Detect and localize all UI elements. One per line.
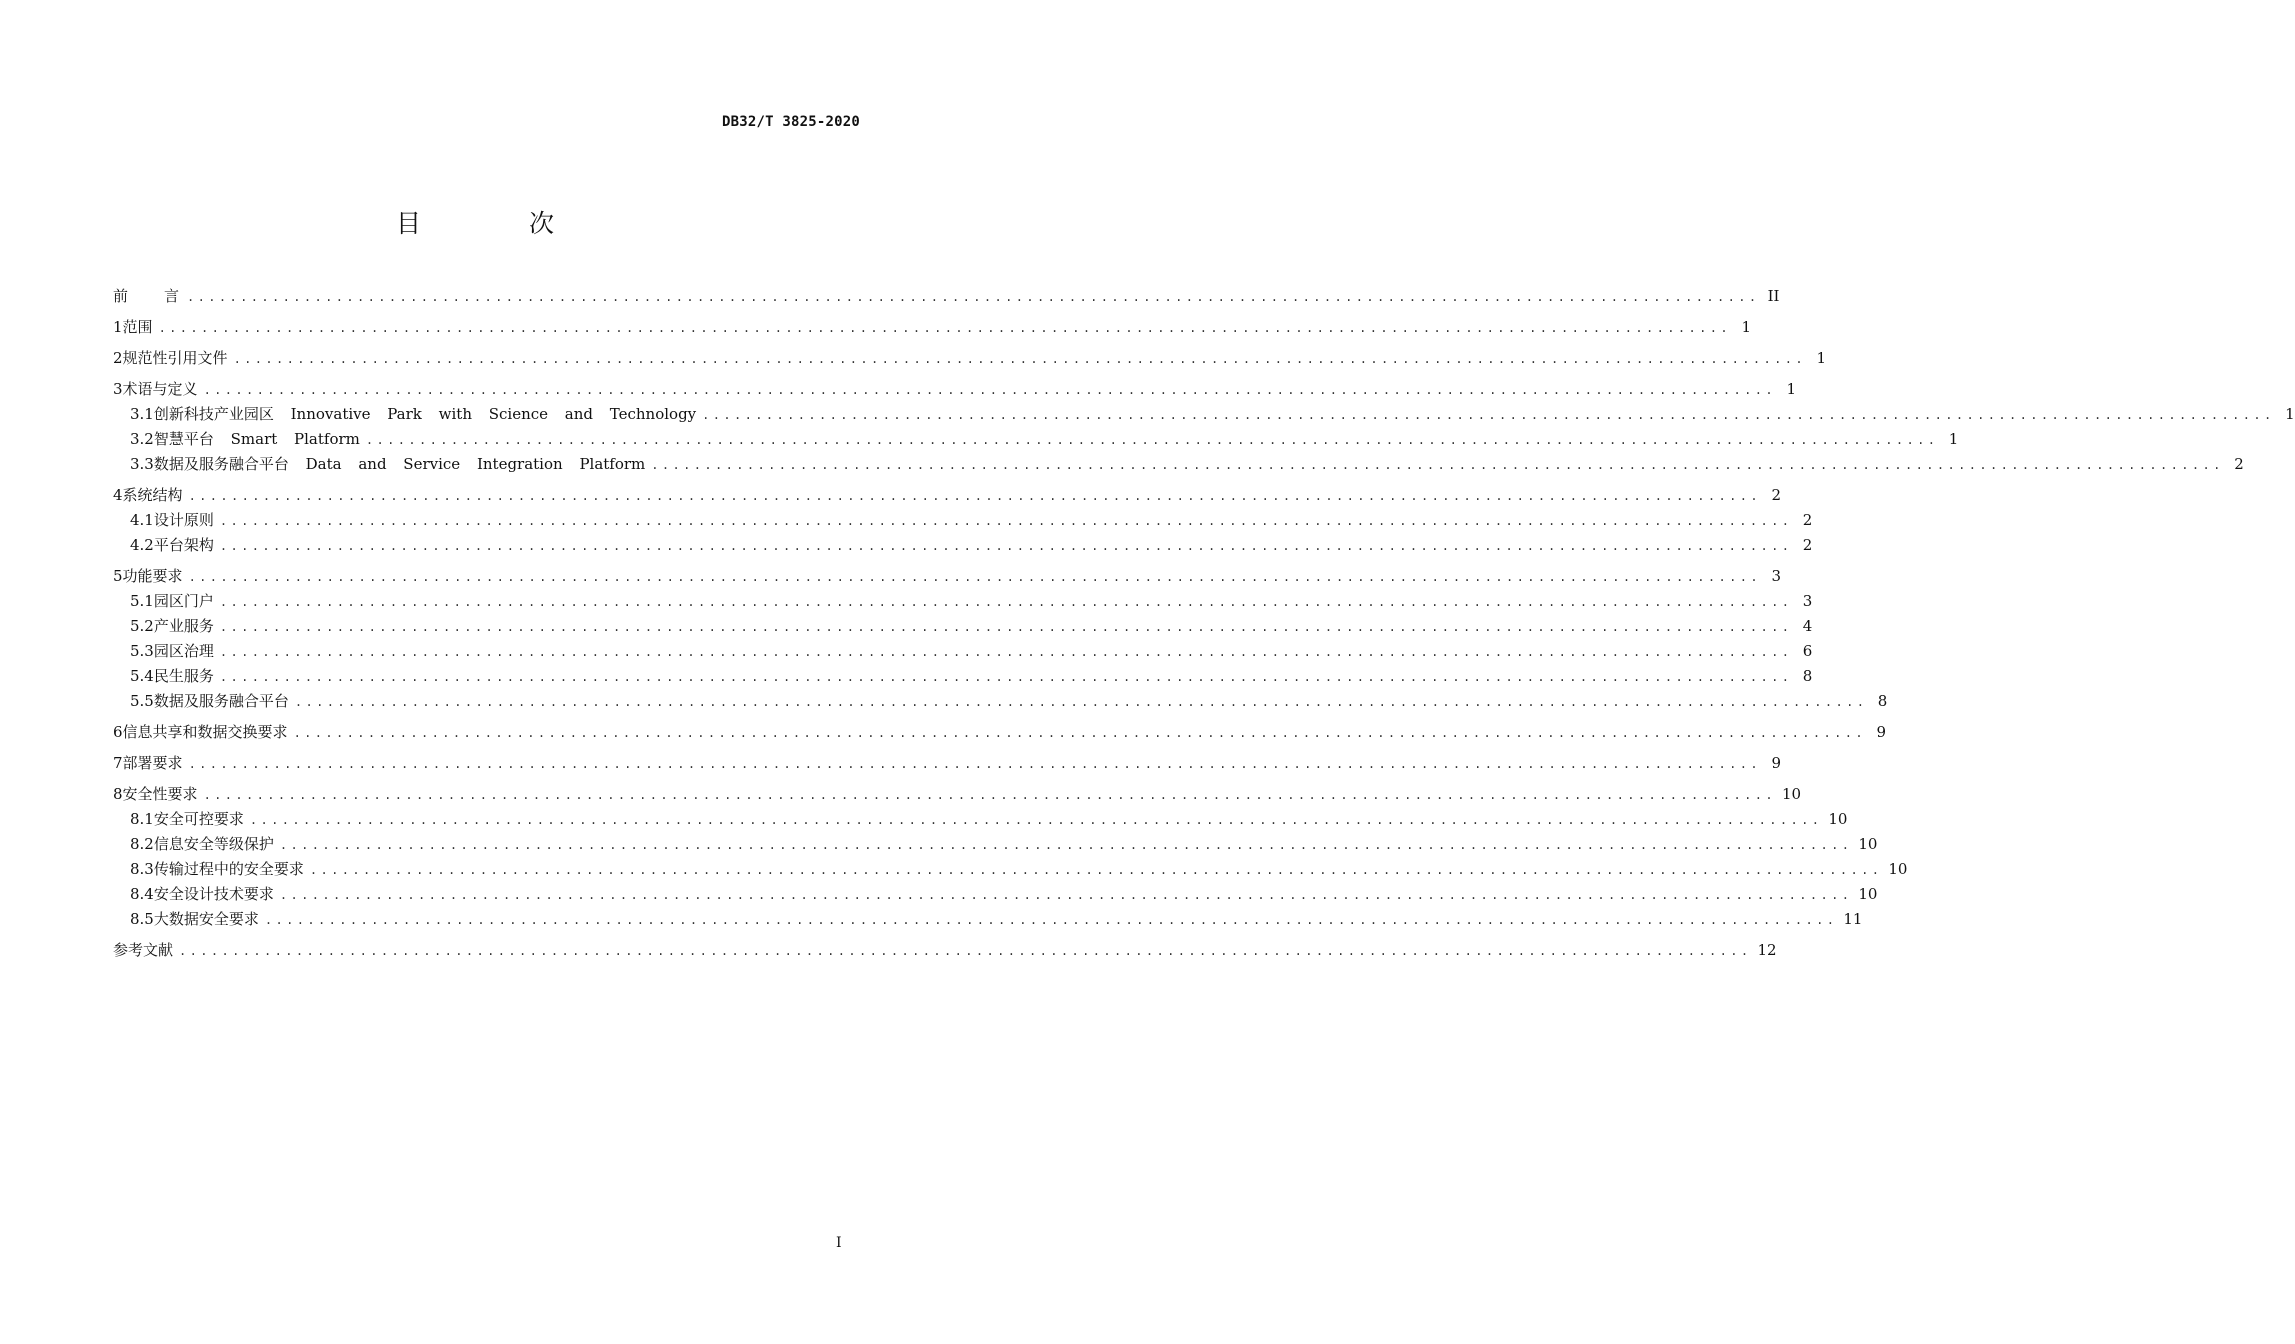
toc-entry-page: 3 [1771, 567, 1782, 585]
toc-entry-page: 1 [1786, 380, 1797, 398]
toc-entry-label: 设计原则 [153, 511, 214, 529]
dot-leader: .................................................................................................................................................... [219, 645, 1793, 659]
toc-entry-page: 11 [1843, 910, 1863, 928]
toc-entry-page: 8 [1877, 692, 1888, 710]
dot-leader: .................................................................................................................................................... [264, 913, 1838, 927]
toc-entry[interactable] [113, 533, 1813, 558]
toc-entry[interactable] [113, 782, 1802, 807]
toc-entry-page: 2 [1771, 486, 1782, 504]
toc-entry-label: 传输过程中的安全要求 [153, 860, 304, 878]
dot-leader: .................................................................................................................................................... [219, 514, 1793, 528]
toc-entry-page: II [1767, 287, 1780, 305]
toc-entry-number: 4 [113, 486, 123, 504]
toc-entry[interactable] [113, 315, 1752, 340]
dot-leader: .................................................................................................................................................... [365, 433, 1939, 447]
toc-entry-label: 安全性要求 [122, 785, 198, 803]
toc-entry[interactable] [113, 483, 1782, 508]
toc-entry[interactable] [113, 807, 1848, 832]
toc-entry[interactable] [113, 639, 1813, 664]
toc-entry-page: 12 [1757, 941, 1777, 959]
toc-entry-page: 6 [1802, 642, 1813, 660]
dot-leader: .................................................................................................................................................... [293, 726, 1867, 740]
toc-entry[interactable] [113, 907, 1863, 932]
toc-entry-label: 民生服务 [153, 667, 214, 685]
toc-entry-page: 1 [1816, 349, 1827, 367]
toc-entry[interactable] [113, 589, 1813, 614]
toc-entry-number: 5.5 [130, 692, 154, 710]
toc-entry-label: 园区门户 [153, 592, 214, 610]
toc-entry-number: 8.3 [130, 860, 154, 878]
toc-entry[interactable] [113, 689, 1888, 714]
dot-leader: .................................................................................................................................................... [279, 838, 1853, 852]
toc-entry-label: 功能要求 [122, 567, 183, 585]
toc-entry-page: 10 [1858, 885, 1878, 903]
toc-entry-label: 前 言 [113, 287, 182, 305]
toc-entry-page: 1 [1948, 430, 1959, 448]
toc-entry-number: 4.1 [130, 511, 154, 529]
toc-entry-label: 术语与定义 [122, 380, 198, 398]
toc-entry-page: 8 [1802, 667, 1813, 685]
toc-entry[interactable] [113, 284, 1780, 309]
toc-entry-label: 园区治理 [153, 642, 214, 660]
toc-entry[interactable] [113, 346, 1827, 371]
dot-leader: .................................................................................................................................................... [249, 813, 1823, 827]
dot-leader: .................................................................................................................................................... [279, 888, 1853, 902]
toc-entry-page: 2 [2234, 455, 2244, 473]
toc-entry[interactable] [113, 664, 1813, 689]
toc-entry[interactable] [113, 427, 1959, 452]
toc-entry[interactable] [113, 452, 2244, 477]
toc-entry[interactable] [113, 377, 1797, 402]
toc-entry-number: 5.3 [130, 642, 154, 660]
toc-entry-label: 数据及服务融合平台 [153, 692, 289, 710]
toc-entry-number: 3.3 [130, 455, 154, 473]
toc-entry-page: 3 [1802, 592, 1813, 610]
toc-entry[interactable] [113, 614, 1813, 639]
table-of-contents [113, 284, 2295, 963]
toc-entry-number: 5 [113, 567, 123, 585]
toc-entry-label: 信息安全等级保护 [153, 835, 274, 853]
toc-entry-number: 3.1 [130, 405, 154, 423]
toc-entry-label: 创新科技产业园区 Innovative Park with Science and Technology [153, 405, 697, 423]
toc-entry-number: 5.2 [130, 617, 154, 635]
toc-entry-number: 8.2 [130, 835, 154, 853]
dot-leader: .................................................................................................................................................... [219, 670, 1793, 684]
toc-entry-page: 2 [1802, 511, 1813, 529]
dot-leader: .................................................................................................................................................... [188, 489, 1762, 503]
toc-entry-page: 10 [1858, 835, 1878, 853]
toc-entry-label: 范围 [122, 318, 153, 336]
page-title: 目 次 [396, 209, 604, 238]
toc-entry-page: 10 [1888, 860, 1908, 878]
toc-entry-page: 9 [1771, 754, 1782, 772]
toc-entry-label: 参考文献 [113, 941, 174, 959]
dot-leader: .................................................................................................................................................... [179, 944, 1752, 958]
dot-leader: .................................................................................................................................................... [188, 570, 1762, 584]
toc-entry-page: 10 [1782, 785, 1802, 803]
toc-entry-label: 大数据安全要求 [153, 910, 259, 928]
dot-leader: .................................................................................................................................................... [233, 352, 1807, 366]
toc-entry-number: 1 [113, 318, 123, 336]
toc-entry-label: 规范性引用文件 [122, 349, 228, 367]
toc-entry[interactable] [113, 720, 1887, 745]
toc-entry-label: 平台架构 [153, 536, 214, 554]
toc-entry-number: 4.2 [130, 536, 154, 554]
toc-entry-page: 10 [1828, 810, 1848, 828]
toc-entry-label: 安全可控要求 [153, 810, 244, 828]
toc-entry[interactable] [113, 857, 1908, 882]
dot-leader: .................................................................................................................................................... [309, 863, 1883, 877]
dot-leader: .................................................................................................................................................... [158, 321, 1732, 335]
dot-leader: .................................................................................................................................................... [219, 620, 1793, 634]
toc-entry-label: 数据及服务融合平台 Data and Service Integration Platform [153, 455, 646, 473]
toc-entry[interactable] [113, 508, 1813, 533]
toc-entry-number: 8.1 [130, 810, 154, 828]
dot-leader: .................................................................................................................................................... [187, 290, 1760, 304]
toc-entry-label: 安全设计技术要求 [153, 885, 274, 903]
toc-entry-page: 1 [2285, 405, 2295, 423]
toc-entry-number: 6 [113, 723, 123, 741]
toc-entry-label: 部署要求 [122, 754, 183, 772]
toc-entry-number: 3 [113, 380, 123, 398]
toc-entry-page: 2 [1802, 536, 1813, 554]
toc-entry[interactable] [113, 832, 1878, 857]
document-code: DB32/T 3825-2020 [721, 114, 860, 130]
toc-entry-label: 信息共享和数据交换要求 [122, 723, 288, 741]
toc-entry[interactable] [113, 882, 1878, 907]
toc-entry[interactable] [113, 751, 1782, 776]
toc-entry-page: 4 [1802, 617, 1813, 635]
toc-entry-page: 9 [1876, 723, 1887, 741]
dot-leader: .................................................................................................................................................... [294, 695, 1868, 709]
toc-entry-number: 8 [113, 785, 123, 803]
toc-entry-number: 5.4 [130, 667, 154, 685]
toc-entry-label: 系统结构 [122, 486, 183, 504]
toc-entry[interactable] [113, 402, 2295, 427]
toc-entry-number: 5.1 [130, 592, 154, 610]
dot-leader: .................................................................................................................................................... [203, 383, 1777, 397]
toc-entry-number: 3.2 [130, 430, 154, 448]
toc-entry-number: 7 [113, 754, 123, 772]
dot-leader: .................................................................................................................................................... [219, 595, 1793, 609]
toc-entry-label: 产业服务 [153, 617, 214, 635]
dot-leader: .................................................................................................................................................... [702, 408, 2275, 422]
toc-entry-page: 1 [1741, 318, 1752, 336]
dot-leader: .................................................................................................................................................... [219, 539, 1793, 553]
dot-leader: .................................................................................................................................................... [188, 757, 1762, 771]
dot-leader: .................................................................................................................................................... [651, 458, 2224, 472]
toc-entry[interactable] [113, 564, 1782, 589]
dot-leader: .................................................................................................................................................... [203, 788, 1777, 802]
toc-entry[interactable] [113, 938, 1777, 963]
toc-entry-number: 8.5 [130, 910, 154, 928]
toc-entry-number: 8.4 [130, 885, 154, 903]
toc-entry-number: 2 [113, 349, 123, 367]
toc-entry-label: 智慧平台 Smart Platform [153, 430, 360, 448]
page-number: I [836, 1235, 842, 1251]
